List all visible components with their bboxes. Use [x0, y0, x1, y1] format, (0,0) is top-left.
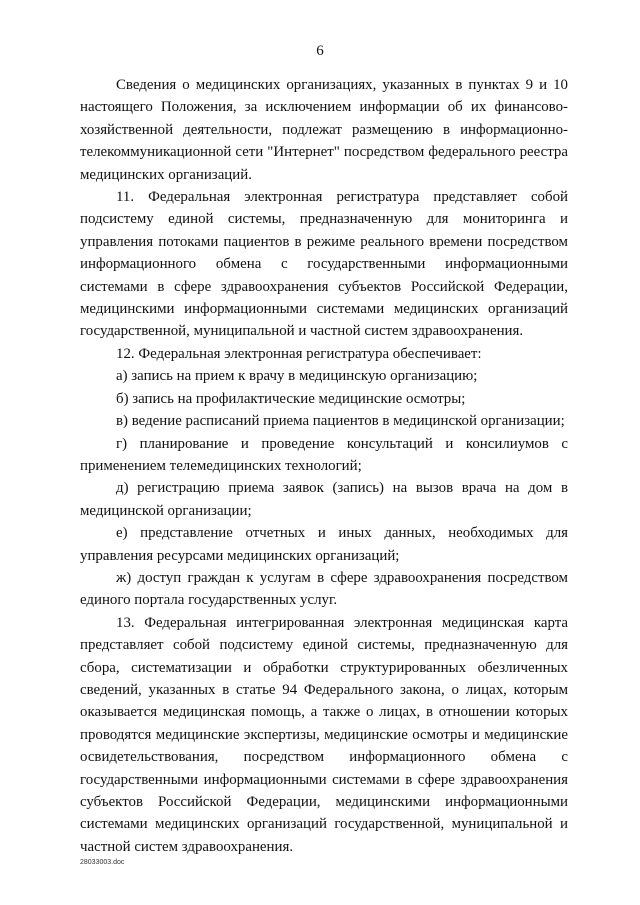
list-item-a: а) запись на прием к врачу в медицинскую организацию;: [116, 368, 478, 385]
list-item-b: б) запись на профилактические медицинские осмотры;: [116, 390, 466, 407]
footer-filename: 28033003.doc: [80, 859, 125, 866]
list-item-g: г) планирование и проведение консультаций и консилиумов с применением телемедицинских технологий;: [80, 435, 568, 474]
list-item-zh: ж) доступ граждан к услугам в сфере здравоохранения посредством единого портала государственных услуг.: [80, 569, 568, 609]
paragraph-registry-info: Сведения о медицинских организациях, указанных в пунктах 9 и 10 настоящего Положения, за исключением информации об их финансово-хозяйственной деятельности, подлежат размещению в информационно-телекоммуникационной сети "Интернет" посредством федерального реестра медицинских организаций.: [80, 77, 568, 183]
page-number: 6: [316, 43, 324, 59]
list-item-v: в) ведение расписаний приема пациентов в медицинской организации;: [116, 413, 565, 430]
paragraph-12-registry-provides: 12. Федеральная электронная регистратура обеспечивает:: [116, 345, 482, 362]
paragraph-13-medical-record: 13. Федеральная интегрированная электронная медицинская карта представляет собой подсистему единой системы, предназначенную для сбора, систематизации и обработки структурированных обезличенных сведений, указанных в статье 94 Федерального закона, о лицах, которым оказывается медицинская помощь, а также о лицах, в отношении которых проводятся медицинские экспертизы, медицинские осмотры и медицинские освидетельствования, посредством информационного обмена с государственными информационными системами в сфере здравоохранения субъектов Российской Федерации, медицинскими информационными системами медицинских организаций государственной, муниципальной и частной систем здравоохранения.: [80, 614, 568, 855]
list-item-e: е) представление отчетных и иных данных, необходимых для управления ресурсами медицинских организаций;: [80, 525, 568, 564]
paragraph-11-electronic-registry: 11. Федеральная электронная регистратура представляет собой подсистему единой системы, предназначенную для мониторинга и управления потоками пациентов в режиме реального времени посредством информационного обмена с государственными информационными системами в сфере здравоохранения субъектов Российской Федерации, медицинскими информационными системами медицинских организаций государственной, муниципальной и частной систем здравоохранения.: [80, 189, 568, 340]
list-item-d: д) регистрацию приема заявок (запись) на вызов врача на дом в медицинской организации;: [80, 480, 568, 519]
document-body: [80, 74, 568, 858]
